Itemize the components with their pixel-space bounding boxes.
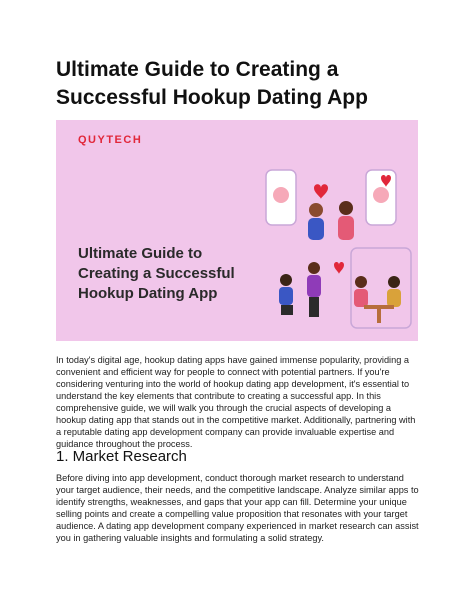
person-icon (338, 201, 354, 240)
heart-icon (314, 184, 328, 199)
section-paragraph: Before diving into app development, conduct thorough market research to understand your target audience, their needs, and the competitive landscape. Analyze similar apps to identify strengths, weaknesses, and gaps that your app can fill. Determine your unique selling points and create a compelling value proposition that resonates with your target audience. A dating app development company experienced in market research can assist you in gathering valuable insights and formulating a solid strategy. (56, 473, 419, 543)
person-icon (308, 203, 324, 240)
phone-icon (366, 170, 396, 225)
banner-heading: Ultimate Guide to Creating a Successful Hookup Dating App (78, 245, 235, 302)
brand-logo: QUYTECH (78, 134, 143, 146)
person-icon (279, 274, 293, 315)
dating-illustration (256, 160, 416, 335)
section-heading: 1. Market Research (56, 448, 187, 465)
person-icon (387, 276, 401, 307)
person-icon (307, 262, 321, 317)
banner-image (56, 120, 418, 341)
page-title: Ultimate Guide to Creating a Successful Hookup Dating App (56, 58, 368, 109)
person-icon (354, 276, 368, 307)
intro-paragraph: In today's digital age, hookup dating apps have gained immense popularity, providing a convenient and efficient way for people to connect with potential partners. If you're considering venturing into the world of hookup dating app development, it's essential to understand the key elements that contribute to creating a successful app. In this comprehensive guide, we will walk you through the crucial aspects of developing a hookup dating app that stands out in the competitive market. Additionally, partnering with a reputable dating app development company can provide invaluable expertise and guidance throughout the process. (56, 355, 416, 449)
heart-icon (334, 262, 344, 274)
phone-icon (266, 170, 296, 225)
table-icon (364, 305, 394, 309)
